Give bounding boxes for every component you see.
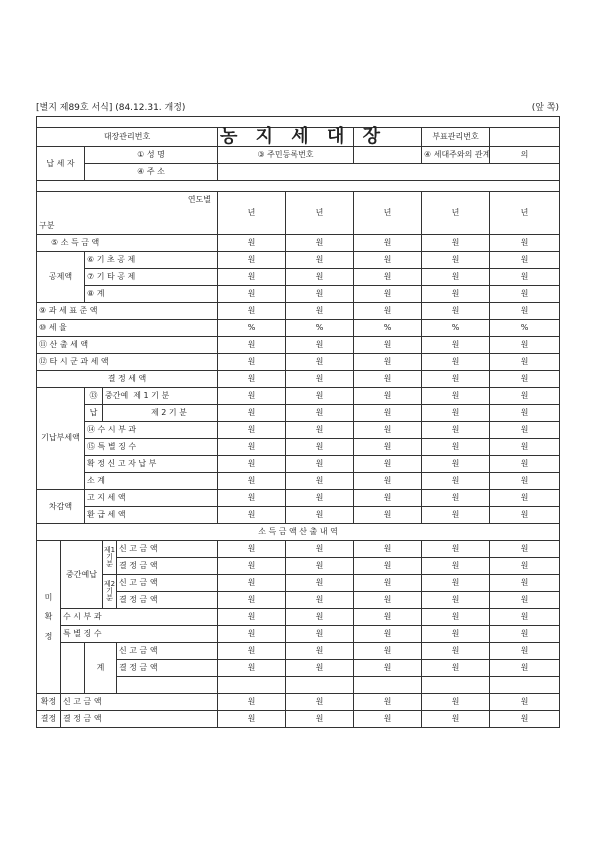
amount-cell[interactable]: 원 [422, 388, 490, 405]
amount-cell[interactable]: 원 [218, 643, 286, 660]
row-label: 특 별 징 수 [61, 626, 218, 643]
amount-cell[interactable]: 원 [354, 660, 422, 677]
row-label: 신 고 금 액 [117, 541, 218, 558]
amount-cell[interactable]: 원 [422, 337, 490, 354]
amount-cell[interactable]: 원 [490, 643, 560, 660]
rrn-label: ③ 주민등록번호 [218, 147, 354, 164]
amount-cell[interactable]: 원 [354, 473, 422, 490]
amount-cell[interactable]: 원 [286, 660, 354, 677]
amount-cell[interactable]: 원 [354, 235, 422, 252]
amount-cell[interactable]: 원 [218, 422, 286, 439]
amount-cell[interactable]: 원 [218, 592, 286, 609]
diff-group-label: 차감액 [37, 490, 85, 524]
amount-cell[interactable]: 원 [490, 694, 560, 711]
row-label: 결 정 금 액 [117, 558, 218, 575]
sub-mgmt-no-field[interactable] [490, 128, 560, 147]
amount-cell[interactable]: 원 [354, 643, 422, 660]
amount-cell[interactable]: 원 [490, 609, 560, 626]
table-row [37, 541, 560, 558]
amount-cell[interactable]: 원 [286, 439, 354, 456]
blank-cell [61, 643, 85, 694]
amount-cell[interactable]: 원 [490, 541, 560, 558]
table-row [37, 711, 560, 728]
table-row [37, 269, 560, 286]
row-label: 확 정 신 고 자 납 부 [85, 456, 218, 473]
amount-cell[interactable]: 원 [218, 337, 286, 354]
table-row [37, 354, 560, 371]
amount-cell[interactable]: 원 [422, 354, 490, 371]
row-label: ⑦ 기 타 공 제 [85, 269, 218, 286]
amount-cell[interactable]: 원 [354, 422, 422, 439]
amount-cell[interactable]: 원 [490, 439, 560, 456]
amount-cell[interactable]: 원 [354, 507, 422, 524]
table-row [37, 575, 560, 592]
amount-cell[interactable]: 원 [422, 456, 490, 473]
amount-cell[interactable]: 원 [490, 558, 560, 575]
row-label: ⑧ 계 [85, 286, 218, 303]
row-label: ⑥ 기 초 공 제 [85, 252, 218, 269]
amount-cell[interactable]: 원 [286, 473, 354, 490]
amount-cell[interactable]: 원 [490, 303, 560, 320]
table-row [37, 235, 560, 252]
amount-cell[interactable]: 원 [218, 354, 286, 371]
amount-cell[interactable]: 원 [286, 286, 354, 303]
amount-cell[interactable]: 원 [490, 371, 560, 388]
amount-cell[interactable]: 원 [286, 269, 354, 286]
table-row [37, 252, 560, 269]
deduction-group-label: 공제액 [37, 252, 85, 303]
row-label: ⑩ 세 율 [37, 320, 218, 337]
amount-cell[interactable]: 원 [422, 286, 490, 303]
amount-cell[interactable]: 원 [422, 660, 490, 677]
rate-cell[interactable]: % [490, 320, 560, 337]
row-label: 제 2 기 분 [103, 405, 218, 422]
amount-cell[interactable]: 원 [422, 422, 490, 439]
amount-cell[interactable]: 원 [354, 354, 422, 371]
amount-cell[interactable]: 원 [218, 303, 286, 320]
amount-cell[interactable]: 원 [422, 235, 490, 252]
amount-cell[interactable]: 원 [218, 405, 286, 422]
row-label: ⑪ 산 출 세 액 [37, 337, 218, 354]
table-row [37, 694, 560, 711]
row-label: ⑫ 타 시 군 과 세 액 [37, 354, 218, 371]
amount-cell[interactable]: 원 [422, 371, 490, 388]
table-row [37, 337, 560, 354]
amount-cell[interactable]: 원 [490, 269, 560, 286]
row-label: 결 정 금 액 [61, 711, 218, 728]
amount-cell[interactable]: 원 [354, 609, 422, 626]
amount-cell[interactable]: 원 [218, 252, 286, 269]
row-label: 결 정 금 액 [117, 660, 218, 677]
table-row [37, 439, 560, 456]
amount-cell[interactable]: 원 [286, 558, 354, 575]
mgmt-no-label: 대장관리번호 [37, 128, 218, 147]
table-row [37, 473, 560, 490]
amount-cell[interactable]: 원 [422, 609, 490, 626]
amount-cell[interactable]: 원 [286, 626, 354, 643]
amount-cell[interactable]: 원 [422, 473, 490, 490]
amount-cell[interactable]: 원 [354, 541, 422, 558]
taxpayer-label: 납 세 자 [37, 147, 85, 181]
amount-cell[interactable]: 원 [286, 592, 354, 609]
amount-cell[interactable]: 원 [490, 592, 560, 609]
amount-cell[interactable]: 원 [422, 558, 490, 575]
table-row [37, 371, 560, 388]
amount-cell[interactable]: 원 [422, 694, 490, 711]
amount-cell[interactable]: 원 [218, 711, 286, 728]
row-label: 소 계 [85, 473, 218, 490]
table-row [37, 456, 560, 473]
row-label: 결 정 세 액 [37, 371, 218, 388]
amount-cell[interactable]: 원 [354, 626, 422, 643]
row-label: ⑨ 과 세 표 준 액 [37, 303, 218, 320]
amount-cell[interactable]: 원 [286, 337, 354, 354]
table-row [37, 626, 560, 643]
interim-payment-label: 중간예납 [61, 541, 103, 609]
amount-cell[interactable]: 원 [286, 711, 354, 728]
amount-cell[interactable]: 원 [354, 371, 422, 388]
row-label: 결 정 금 액 [117, 592, 218, 609]
amount-cell[interactable]: 원 [422, 269, 490, 286]
amount-cell[interactable]: 원 [422, 490, 490, 507]
amount-cell[interactable]: 원 [490, 456, 560, 473]
row-label: 고 지 세 액 [85, 490, 218, 507]
amount-cell[interactable]: 원 [218, 235, 286, 252]
amount-cell[interactable]: 원 [490, 252, 560, 269]
row-label: ⑭ 수 시 부 과 [85, 422, 218, 439]
amount-cell[interactable]: 원 [354, 694, 422, 711]
amount-cell[interactable] [490, 677, 560, 694]
rate-cell[interactable]: % [354, 320, 422, 337]
year-cell: 년 [354, 192, 422, 235]
amount-cell[interactable]: 원 [354, 337, 422, 354]
amount-cell[interactable]: 원 [490, 490, 560, 507]
amount-cell[interactable]: 원 [218, 371, 286, 388]
amount-cell[interactable]: 원 [286, 490, 354, 507]
amount-cell[interactable]: 원 [490, 473, 560, 490]
amount-cell[interactable]: 원 [422, 626, 490, 643]
address-label: ④ 주 소 [85, 164, 218, 181]
amount-cell[interactable]: 원 [354, 490, 422, 507]
amount-cell[interactable]: 원 [354, 558, 422, 575]
amount-cell[interactable]: 원 [490, 626, 560, 643]
period1-label: 제 1 기 분 [133, 391, 170, 400]
year-cell: 년 [286, 192, 354, 235]
name-label: ① 성 명 [85, 147, 218, 164]
amount-cell[interactable]: 원 [422, 592, 490, 609]
amount-cell[interactable] [218, 677, 286, 694]
relation-suffix: 의 [490, 147, 560, 164]
rate-cell[interactable]: % [286, 320, 354, 337]
table-row [37, 405, 560, 422]
rrn-field[interactable] [354, 147, 422, 164]
amount-cell[interactable]: 원 [354, 252, 422, 269]
table-row [37, 320, 560, 337]
amount-cell[interactable]: 원 [218, 269, 286, 286]
amount-cell[interactable]: 원 [354, 303, 422, 320]
nap-label: 납 [85, 405, 103, 422]
amount-cell[interactable]: 원 [490, 354, 560, 371]
rate-cell[interactable]: % [218, 320, 286, 337]
amount-cell[interactable]: 원 [354, 439, 422, 456]
total-label: 계 [85, 643, 117, 694]
amount-cell[interactable]: 원 [354, 405, 422, 422]
amount-cell[interactable]: 원 [490, 575, 560, 592]
amount-cell[interactable]: 원 [286, 303, 354, 320]
amount-cell[interactable]: 원 [218, 609, 286, 626]
amount-cell[interactable]: 원 [422, 439, 490, 456]
period2-label: 제2 기분 [103, 575, 117, 609]
amount-cell[interactable]: 원 [354, 711, 422, 728]
table-row [37, 643, 560, 660]
amount-cell[interactable]: 원 [286, 422, 354, 439]
amount-cell[interactable]: 원 [490, 507, 560, 524]
row-label: ⑤ 소 득 금 액 [37, 235, 218, 252]
amount-cell[interactable]: 원 [286, 354, 354, 371]
amount-cell[interactable]: 원 [422, 405, 490, 422]
sub-mgmt-no-label: 부표관리번호 [422, 128, 490, 147]
amount-cell[interactable]: 원 [286, 643, 354, 660]
page-side: (앞 쪽) [531, 103, 559, 113]
amount-cell[interactable]: 원 [490, 405, 560, 422]
amount-cell[interactable]: 원 [286, 541, 354, 558]
amount-cell[interactable]: 원 [218, 473, 286, 490]
n13-label: ⑬ [85, 388, 103, 405]
amount-cell[interactable]: 원 [218, 558, 286, 575]
amount-cell[interactable]: 원 [286, 694, 354, 711]
amount-cell[interactable]: 원 [354, 269, 422, 286]
farmland-tax-ledger-table [36, 116, 560, 728]
amount-cell[interactable] [422, 677, 490, 694]
period1-label: 제1 기분 [103, 541, 117, 575]
amount-cell[interactable]: 원 [422, 303, 490, 320]
amount-cell[interactable]: 원 [490, 388, 560, 405]
paid-tax-group-label: 기납부세액 [37, 388, 85, 490]
table-row [37, 286, 560, 303]
amount-cell[interactable]: 원 [218, 286, 286, 303]
amount-cell[interactable]: 원 [286, 235, 354, 252]
relation-label: ④ 세대주와의 관계 [422, 147, 490, 164]
amount-cell[interactable]: 원 [286, 609, 354, 626]
amount-cell[interactable]: 원 [218, 626, 286, 643]
blank-cell [117, 677, 218, 694]
amount-cell[interactable]: 원 [286, 252, 354, 269]
amount-cell[interactable]: 원 [218, 456, 286, 473]
amount-cell[interactable]: 원 [422, 711, 490, 728]
amount-cell[interactable]: 원 [354, 286, 422, 303]
year-corner-cell [37, 192, 218, 235]
year-cell: 년 [490, 192, 560, 235]
amount-cell[interactable]: 원 [218, 694, 286, 711]
amount-cell[interactable]: 원 [218, 660, 286, 677]
page-title: 농 지 세 대 장 [218, 128, 354, 147]
gubun-label: 구분 [39, 221, 55, 230]
amount-cell[interactable]: 원 [354, 456, 422, 473]
rate-cell[interactable]: % [422, 320, 490, 337]
amount-cell[interactable]: 원 [218, 541, 286, 558]
table-row [37, 507, 560, 524]
amount-cell[interactable]: 원 [286, 456, 354, 473]
table-row [37, 422, 560, 439]
amount-cell[interactable]: 원 [354, 575, 422, 592]
amount-cell[interactable]: 원 [490, 711, 560, 728]
year-label: 연도별 [187, 195, 211, 204]
row-label [103, 388, 218, 405]
amount-cell[interactable]: 원 [286, 388, 354, 405]
section-heading: 소 득 금 액 산 출 내 역 [37, 524, 560, 541]
amount-cell[interactable]: 원 [490, 235, 560, 252]
amount-cell[interactable] [286, 677, 354, 694]
amount-cell[interactable]: 원 [422, 252, 490, 269]
row-label: 수 시 부 과 [61, 609, 218, 626]
row-label: 신 고 금 액 [117, 575, 218, 592]
year-cell: 년 [218, 192, 286, 235]
table-row [37, 609, 560, 626]
unconfirmed-group-label: 미 확 정 [37, 541, 61, 694]
amount-cell[interactable] [354, 677, 422, 694]
amount-cell[interactable]: 원 [354, 388, 422, 405]
amount-cell[interactable]: 원 [490, 337, 560, 354]
address-field[interactable] [218, 164, 560, 181]
amount-cell[interactable]: 원 [218, 439, 286, 456]
year-cell: 년 [422, 192, 490, 235]
table-row [37, 303, 560, 320]
amount-cell[interactable]: 원 [286, 507, 354, 524]
amount-cell[interactable]: 원 [490, 422, 560, 439]
row-label: 환 급 세 액 [85, 507, 218, 524]
amount-cell[interactable]: 원 [422, 643, 490, 660]
amount-cell[interactable]: 원 [422, 507, 490, 524]
amount-cell[interactable]: 원 [286, 575, 354, 592]
amount-cell[interactable]: 원 [422, 575, 490, 592]
final-label: 결정 [37, 711, 61, 728]
row-label: 신 고 금 액 [61, 694, 218, 711]
amount-cell[interactable]: 원 [286, 405, 354, 422]
table-row [37, 388, 560, 405]
row-label: 신 고 금 액 [117, 643, 218, 660]
table-row [37, 490, 560, 507]
amount-cell[interactable]: 원 [422, 541, 490, 558]
amount-cell[interactable]: 원 [218, 490, 286, 507]
amount-cell[interactable]: 원 [218, 507, 286, 524]
amount-cell[interactable]: 원 [218, 388, 286, 405]
amount-cell[interactable]: 원 [354, 592, 422, 609]
final-label: 확정 [37, 694, 61, 711]
amount-cell[interactable]: 원 [490, 286, 560, 303]
interim-label: 중간예 [105, 391, 129, 400]
form-number: [별지 제89호 서식] (84.12.31. 개정) [36, 103, 186, 113]
amount-cell[interactable]: 원 [286, 371, 354, 388]
amount-cell[interactable]: 원 [218, 575, 286, 592]
amount-cell[interactable]: 원 [490, 660, 560, 677]
row-label: ⑮ 특 별 징 수 [85, 439, 218, 456]
